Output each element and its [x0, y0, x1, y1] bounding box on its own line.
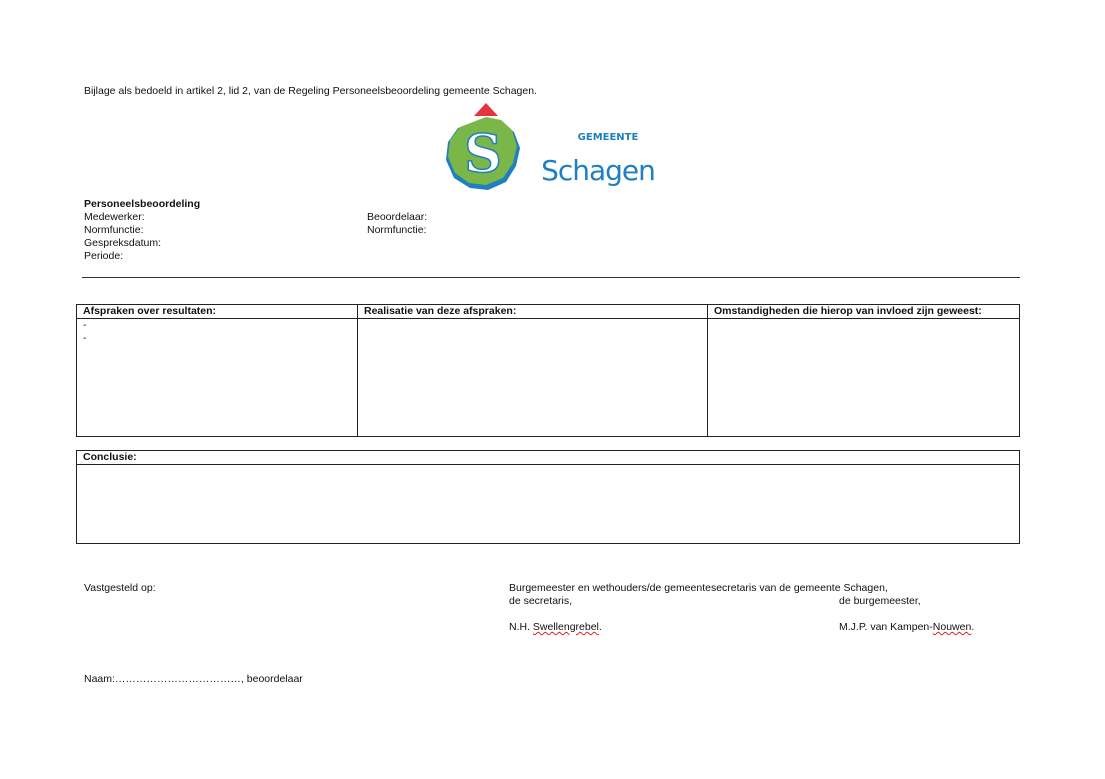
- form-title: Personeelsbeoordeling: [84, 198, 201, 210]
- field-beoordelaar: Beoordelaar:: [367, 211, 428, 223]
- divider-line: [82, 277, 1020, 278]
- header-realisatie: Realisatie van deze afspraken:: [358, 305, 708, 319]
- conclusion-table: [76, 450, 1020, 544]
- logo-letter: S: [464, 124, 502, 185]
- cell-realisatie[interactable]: [358, 319, 708, 437]
- burgemeester-label: de burgemeester,: [839, 595, 921, 607]
- field-normfunctie-beoordelaar: Normfunctie:: [367, 224, 427, 236]
- cell-conclusie[interactable]: [77, 465, 1020, 544]
- results-table: [76, 304, 1020, 437]
- logo-roof-icon: [474, 103, 498, 116]
- header-conclusie: Conclusie:: [77, 451, 1020, 465]
- field-normfunctie: Normfunctie:: [84, 224, 144, 236]
- field-medewerker: Medewerker:: [84, 211, 145, 223]
- field-gespreksdatum: Gespreksdatum:: [84, 237, 162, 249]
- secretaris-signature: N.H. Swellengrebel.: [509, 621, 602, 633]
- logo-big-text: Schagen: [541, 154, 655, 187]
- burgemeester-signature: M.J.P. van Kampen-Nouwen.: [839, 621, 975, 633]
- secretaris-label: de secretaris,: [509, 595, 573, 607]
- header-omstandigheden: Omstandigheden die hierop van invloed zijn geweest:: [708, 305, 1020, 319]
- field-periode: Periode:: [84, 250, 124, 262]
- college-text: Burgemeester en wethouders/de gemeentesecretaris van de gemeente Schagen,: [509, 582, 888, 594]
- list-item: -: [83, 332, 87, 344]
- form-fields-left: [84, 211, 161, 263]
- vastgesteld-label: Vastgesteld op:: [84, 582, 156, 594]
- form-fields-right: [367, 211, 427, 237]
- cell-omstandigheden[interactable]: [708, 319, 1020, 437]
- cell-afspraken[interactable]: [77, 319, 358, 437]
- naam-beoordelaar: Naam:………………………………, beoordelaar: [84, 673, 303, 685]
- list-item: -: [83, 319, 87, 331]
- logo-small-text: GEMEENTE: [577, 132, 639, 143]
- gemeente-schagen-logo: [440, 100, 665, 200]
- intro-text: Bijlage als bedoeld in artikel 2, lid 2, van de Regeling Personeelsbeoordeling gemeente Schagen.: [84, 85, 537, 97]
- header-afspraken: Afspraken over resultaten:: [77, 305, 358, 319]
